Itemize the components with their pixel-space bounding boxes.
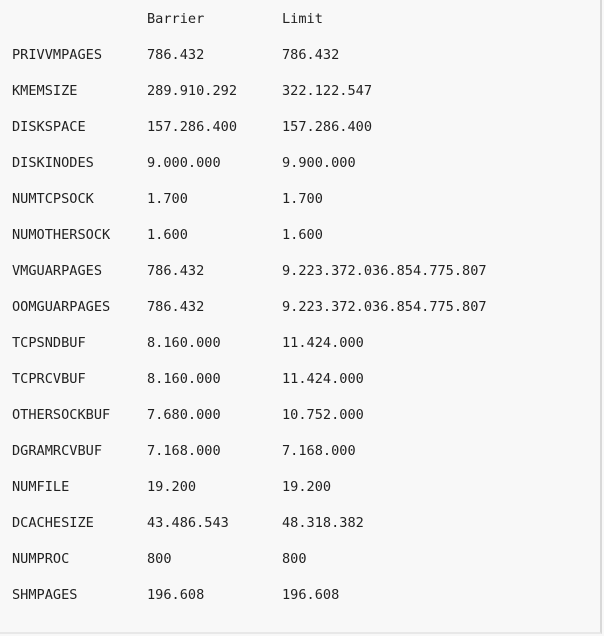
table-row <box>7 289 507 325</box>
limit-value-cell: 322.122.547 <box>282 83 373 99</box>
table-row <box>7 37 507 73</box>
limit-value-cell: 9.223.372.036.854.775.807 <box>282 299 487 315</box>
limit-value-cell: 157.286.400 <box>282 119 373 135</box>
resource-name-cell: NUMOTHERSOCK <box>12 227 111 243</box>
header-limit: Limit <box>282 11 323 27</box>
limit-value-cell: 7.168.000 <box>282 443 356 459</box>
table-row <box>7 541 507 577</box>
limit-value-cell: 11.424.000 <box>282 371 364 387</box>
resource-name-cell: DISKINODES <box>12 155 94 171</box>
barrier-value-cell: 9.000.000 <box>147 155 221 171</box>
resource-name-cell: NUMPROC <box>12 551 70 567</box>
resource-name-cell: DCACHESIZE <box>12 515 94 531</box>
barrier-value-cell: 786.432 <box>147 299 205 315</box>
table-row <box>7 361 507 397</box>
barrier-value-cell: 786.432 <box>147 47 205 63</box>
limit-value-cell: 786.432 <box>282 47 340 63</box>
limit-value-cell: 9.223.372.036.854.775.807 <box>282 263 487 279</box>
limit-value-cell: 48.318.382 <box>282 515 364 531</box>
limit-value-cell: 11.424.000 <box>282 335 364 351</box>
resource-name-cell: OTHERSOCKBUF <box>12 407 111 423</box>
barrier-value-cell: 7.680.000 <box>147 407 221 423</box>
table-row <box>7 253 507 289</box>
header-name <box>7 1 142 37</box>
barrier-value-cell: 800 <box>147 551 172 567</box>
barrier-value-cell: 7.168.000 <box>147 443 221 459</box>
resource-name-cell: DISKSPACE <box>12 119 86 135</box>
resource-name-cell: TCPRCVBUF <box>12 371 86 387</box>
table-row <box>7 325 507 361</box>
barrier-value-cell: 157.286.400 <box>147 119 238 135</box>
header-barrier: Barrier <box>147 11 205 27</box>
table-row <box>7 109 507 145</box>
table-row <box>7 397 507 433</box>
table-row <box>7 469 507 505</box>
barrier-value-cell: 8.160.000 <box>147 335 221 351</box>
table-row <box>7 181 507 217</box>
barrier-value-cell: 8.160.000 <box>147 371 221 387</box>
table-row <box>7 433 507 469</box>
table-row <box>7 505 507 541</box>
limit-value-cell: 19.200 <box>282 479 332 495</box>
resource-name-cell: SHMPAGES <box>12 587 78 603</box>
resource-name-cell: NUMFILE <box>12 479 70 495</box>
resource-limits-table <box>7 1 507 613</box>
barrier-value-cell: 786.432 <box>147 263 205 279</box>
table-header <box>7 1 507 37</box>
resource-name-cell: TCPSNDBUF <box>12 335 86 351</box>
barrier-value-cell: 196.608 <box>147 587 205 603</box>
table-row <box>7 217 507 253</box>
resource-name-cell: VMGUARPAGES <box>12 263 103 279</box>
resource-name-cell: NUMTCPSOCK <box>12 191 94 207</box>
limit-value-cell: 196.608 <box>282 587 340 603</box>
table-row <box>7 577 507 613</box>
limit-value-cell: 10.752.000 <box>282 407 364 423</box>
resource-name-cell: PRIVVMPAGES <box>12 47 103 63</box>
barrier-value-cell: 19.200 <box>147 479 197 495</box>
barrier-value-cell: 289.910.292 <box>147 83 238 99</box>
resource-name-cell: DGRAMRCVBUF <box>12 443 103 459</box>
limit-value-cell: 9.900.000 <box>282 155 356 171</box>
limit-value-cell: 1.700 <box>282 191 323 207</box>
resource-name-cell: OOMGUARPAGES <box>12 299 111 315</box>
resource-name-cell: KMEMSIZE <box>12 83 78 99</box>
header-row <box>7 1 507 37</box>
barrier-value-cell: 1.600 <box>147 227 188 243</box>
table-row <box>7 73 507 109</box>
barrier-value-cell: 1.700 <box>147 191 188 207</box>
limit-value-cell: 800 <box>282 551 307 567</box>
table-row <box>7 145 507 181</box>
table-body <box>7 37 507 613</box>
barrier-value-cell: 43.486.543 <box>147 515 229 531</box>
limit-value-cell: 1.600 <box>282 227 323 243</box>
